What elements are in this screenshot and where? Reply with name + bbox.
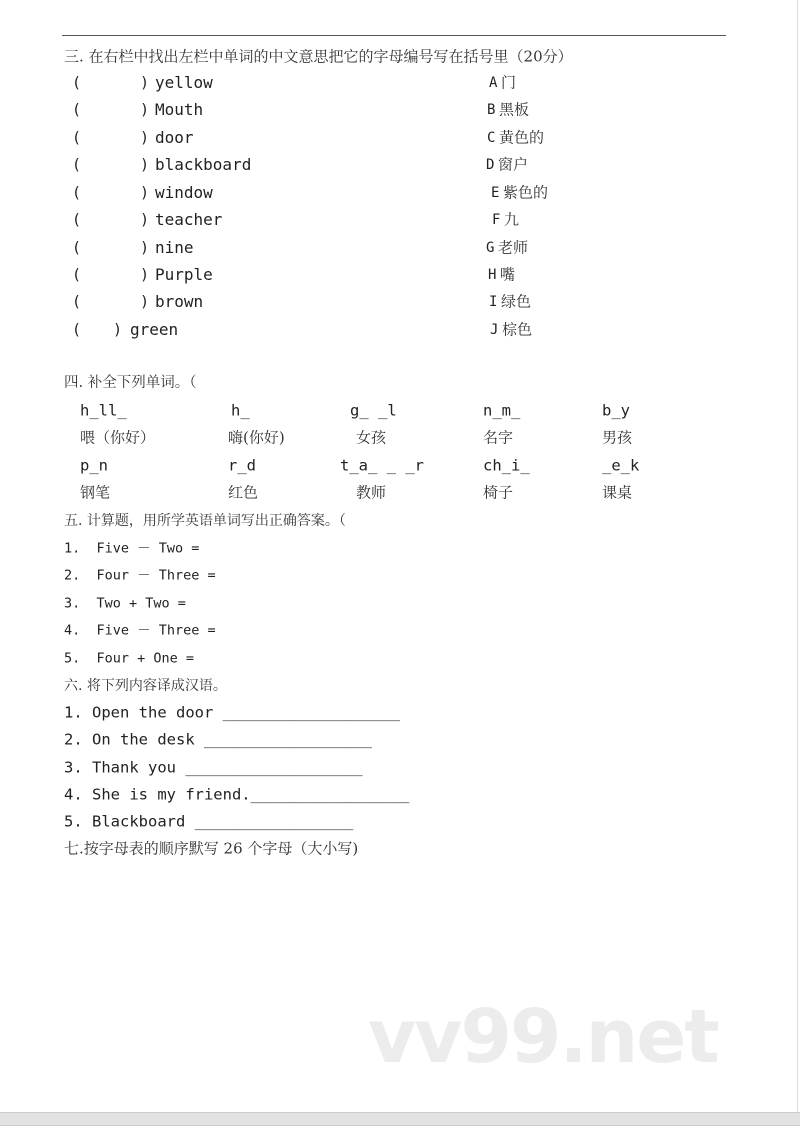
page-edge — [797, 0, 798, 1112]
option-meaning: 老师 — [498, 238, 529, 257]
option-letter: B — [487, 102, 496, 118]
english-word: green — [130, 320, 179, 339]
word-meaning: 椅子 — [483, 483, 514, 502]
english-word: Mouth — [155, 100, 204, 119]
option-letter: D — [486, 157, 495, 173]
answer-bracket-open: ( — [72, 265, 82, 284]
fill-in-word: p_n — [80, 456, 108, 475]
answer-bracket-close: ) — [140, 265, 150, 284]
section-5-title: 五. 计算题，用所学英语单词写出正确答案。（ — [64, 513, 346, 529]
option-meaning: 黑板 — [499, 100, 530, 119]
top-rule — [62, 35, 726, 36]
answer-bracket-close: ) — [140, 210, 150, 229]
fill-in-word: ch_i_ — [483, 456, 530, 475]
answer-bracket-close: ) — [140, 100, 150, 119]
word-meaning: 钢笔 — [80, 483, 111, 502]
answer-bracket-close: ) — [140, 292, 150, 311]
option-letter: I — [489, 294, 498, 310]
word-meaning: 课桌 — [602, 483, 633, 502]
option-meaning: 紫色的 — [503, 183, 549, 202]
english-word: yellow — [155, 73, 213, 92]
math-question: 3. Two + Two = — [64, 595, 186, 612]
option-letter: E — [491, 185, 500, 201]
fill-in-word: t_a_ _ _r — [340, 456, 424, 475]
answer-bracket-open: ( — [72, 155, 82, 174]
answer-bracket-close: ) — [113, 320, 123, 339]
fill-in-word: h_ll_ — [80, 401, 127, 420]
option-meaning: 绿色 — [501, 292, 532, 311]
translation-question: 2. On the desk __________________ — [64, 730, 372, 749]
page-separator — [0, 1112, 800, 1126]
option-meaning: 九 — [504, 210, 520, 229]
fill-in-word: g_ _l — [350, 401, 397, 420]
option-letter: C — [487, 130, 496, 146]
section-4-title: 四. 补全下列单词。（ — [64, 374, 197, 391]
option-letter: F — [492, 212, 501, 228]
section-7-title: 七.按字母表的顺序默写 26 个字母（大小写) — [64, 839, 359, 858]
answer-bracket-close: ) — [140, 73, 150, 92]
math-question: 4. Five － Three = — [64, 622, 216, 639]
option-letter: J — [490, 322, 499, 338]
translation-question: 1. Open the door ___________________ — [64, 703, 400, 722]
option-meaning: 窗户 — [498, 155, 529, 174]
translation-question: 4. She is my friend._________________ — [64, 785, 410, 804]
math-question: 2. Four － Three = — [64, 567, 216, 584]
answer-bracket-open: ( — [72, 73, 82, 92]
answer-bracket-open: ( — [72, 238, 82, 257]
option-letter: A — [489, 75, 498, 91]
word-meaning: 嗨(你好) — [228, 428, 285, 447]
option-letter: H — [488, 267, 497, 283]
translation-question: 5. Blackboard _________________ — [64, 812, 354, 831]
option-meaning: 棕色 — [502, 320, 533, 339]
english-word: blackboard — [155, 155, 252, 174]
answer-bracket-close: ) — [140, 128, 150, 147]
math-question: 1. Five － Two = — [64, 540, 200, 557]
option-letter: G — [486, 240, 495, 256]
translation-question: 3. Thank you ___________________ — [64, 758, 363, 777]
math-question: 5. Four + One = — [64, 650, 195, 667]
word-meaning: 喂（你好） — [80, 428, 156, 447]
english-word: Purple — [155, 265, 213, 284]
word-meaning: 男孩 — [602, 428, 633, 447]
fill-in-word: _e_k — [602, 456, 640, 475]
option-meaning: 黄色的 — [499, 128, 545, 147]
answer-bracket-close: ) — [140, 183, 150, 202]
fill-in-word: b_y — [602, 401, 630, 420]
section-6-title: 六. 将下列内容译成汉语。 — [64, 678, 227, 694]
english-word: window — [155, 183, 213, 202]
answer-bracket-open: ( — [72, 128, 82, 147]
answer-bracket-close: ) — [140, 155, 150, 174]
fill-in-word: h_ — [231, 401, 250, 420]
answer-bracket-close: ) — [140, 238, 150, 257]
word-meaning: 教师 — [356, 483, 387, 502]
english-word: door — [155, 128, 194, 147]
word-meaning: 红色 — [228, 483, 259, 502]
fill-in-word: r_d — [228, 456, 256, 475]
answer-bracket-open: ( — [72, 292, 82, 311]
answer-bracket-open: ( — [72, 320, 82, 339]
english-word: brown — [155, 292, 204, 311]
answer-bracket-open: ( — [72, 210, 82, 229]
watermark: vv99.net — [368, 994, 718, 1080]
answer-bracket-open: ( — [72, 100, 82, 119]
word-meaning: 女孩 — [356, 428, 387, 447]
fill-in-word: n_m_ — [483, 401, 521, 420]
option-meaning: 门 — [501, 73, 517, 92]
english-word: nine — [155, 238, 194, 257]
section-3-title: 三. 在右栏中找出左栏中单词的中文意思把它的字母编号写在括号里（20分） — [64, 47, 573, 66]
word-meaning: 名字 — [483, 428, 514, 447]
answer-bracket-open: ( — [72, 183, 82, 202]
option-meaning: 嘴 — [500, 265, 516, 284]
english-word: teacher — [155, 210, 223, 229]
